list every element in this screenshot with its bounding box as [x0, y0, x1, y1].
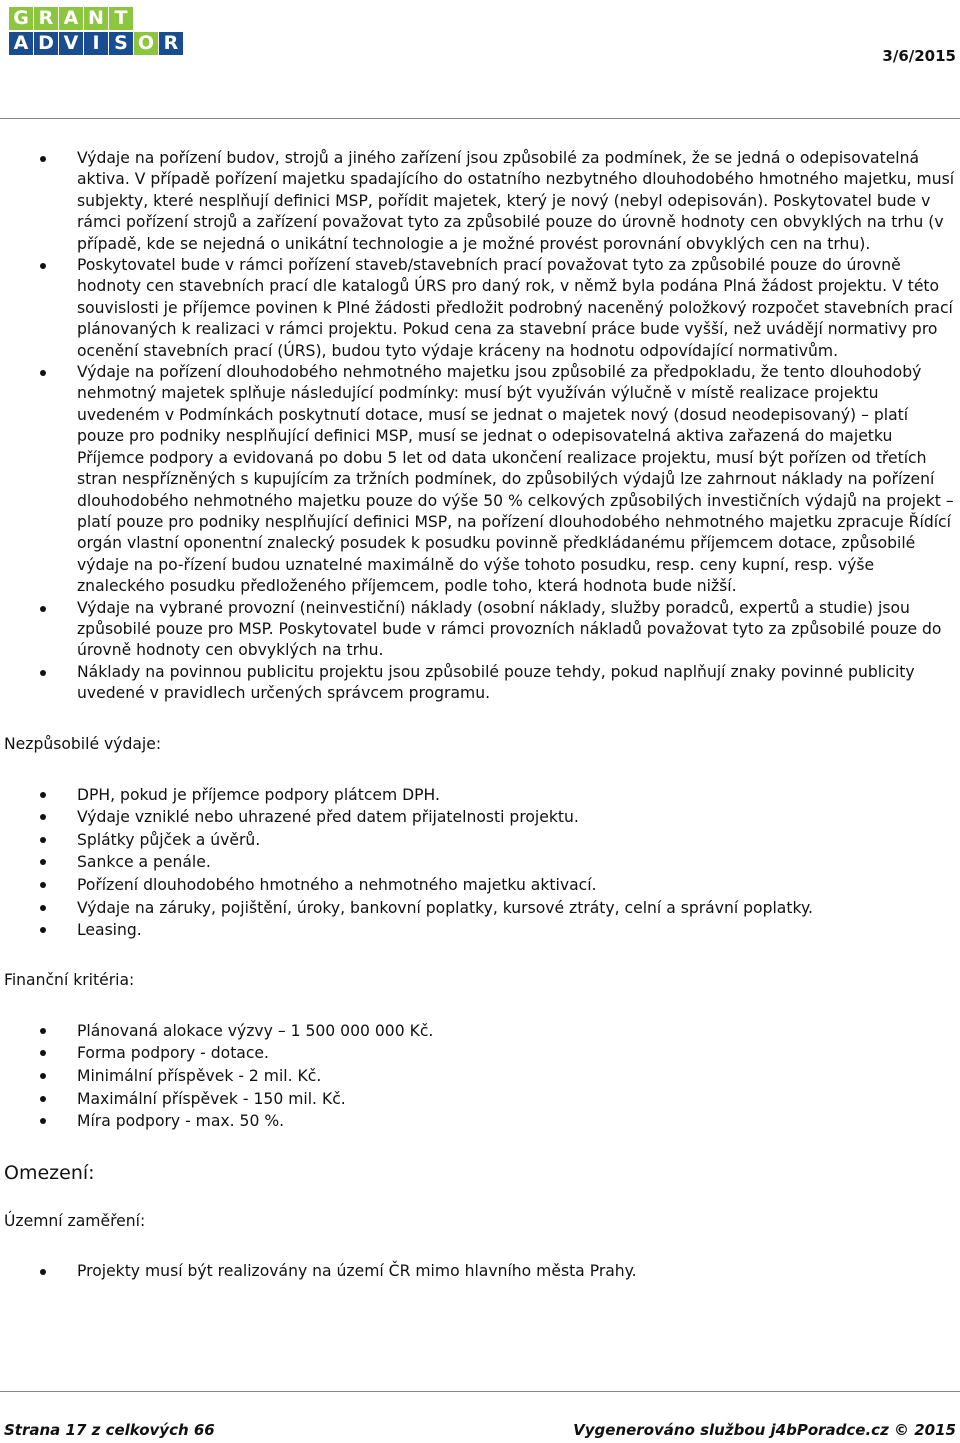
list-item: DPH, pokud je příjemce podpory plátcem DPH.	[77, 784, 960, 807]
page-number: Strana 17 z celkových 66	[4, 1421, 215, 1439]
list-item: Výdaje na pořízení dlouhodobého nehmotného majetku jsou způsobilé za předpokladu, že tento dlouhodobý nehmotný majetek splňuje následující podmínky: musí být využíván výlučně v místě realizace projektu uvedeném v Podmínkách poskytnutí dotace, musí se jednat o majetek nový (dosud neodepisovaný) – platí pouze pro podniky nesplňující definici MSP, musí se jednat o odepisovatelná aktiva zařazená do majetku Příjemce podpory a evidovaná po dobu 5 let od data ukončení realizace projektu, musí být pořízen od třetích stran nespřízněných s kupujícím za tržních podmínek, do způsobilých výdajů lze zahrnout náklady na pořízení dlouhodobého nehmotného majetku pouze do výše 50 % celkových způsobilých investičních výdajů na projekt – platí pouze pro podniky nesplňující definici MSP, na pořízení dlouhodobého nehmotného majetku zpracuje Řídící orgán vlastní oponentní znalecký posudek k posudku povinně předkládanému příjemcem dotace, způsobilé výdaje na po-řízení budou uznatelné maximálně do výše tohoto posudku, resp. ceny kupní, resp. výše znaleckého posudku předloženého příjemcem, podle toho, která hodnota bude nižší.	[77, 362, 960, 597]
logo-letter: N	[84, 7, 108, 30]
list-item: Projekty musí být realizovány na území ČR mimo hlavního města Prahy.	[77, 1261, 960, 1282]
list-item: Náklady na povinnou publicitu projektu jsou způsobilé pouze tehdy, pokud naplňují znaky povinné publicity uvedené v pravidlech určených správcem programu.	[77, 662, 960, 705]
financial-heading: Finanční kritéria:	[4, 970, 135, 989]
list-item: Forma podpory - dotace.	[77, 1042, 960, 1065]
list-item: Výdaje vzniklé nebo uhrazené před datem přijatelnosti projektu.	[77, 806, 960, 829]
list-item: Maximální příspěvek - 150 mil. Kč.	[77, 1088, 960, 1111]
page-header	[0, 0, 960, 118]
restrictions-heading: Omezení:	[4, 1161, 95, 1184]
logo-row-grant	[9, 7, 183, 30]
generated-by: Vygenerováno službou j4bPoradce.cz © 2015	[573, 1421, 956, 1439]
page-content	[0, 148, 960, 1282]
logo-letter: I	[84, 32, 108, 55]
logo-letter: A	[59, 7, 83, 30]
logo-letter: O	[134, 32, 158, 55]
logo-letter: G	[9, 7, 33, 30]
ineligible-heading: Nezpůsobilé výdaje:	[4, 734, 162, 753]
logo-letter: A	[9, 32, 33, 55]
list-item: Minimální příspěvek - 2 mil. Kč.	[77, 1065, 960, 1088]
territorial-list	[0, 1261, 960, 1282]
list-item: Sankce a penále.	[77, 851, 960, 874]
list-item: Leasing.	[77, 919, 960, 942]
ineligible-list	[0, 784, 960, 942]
list-item: Poskytovatel bude v rámci pořízení staveb/stavebních prací považovat tyto za způsobilé pouze do úrovně hodnoty cen stavebních prací dle katalogů ÚRS pro daný rok, v němž byla podána Plná žádost projektu. V této souvislosti je příjemce povinen k Plné žádosti předložit podrobný naceněný položkový rozpočet stavebních prací plánovaných k realizaci v rámci projektu. Pokud cena za stavební práce bude vyšší, než uvádějí normativy pro ocenění stavebních prací (ÚRS), budou tyto výdaje kráceny na hodnotu odpovídající normativům.	[77, 255, 960, 362]
list-item: Výdaje na pořízení budov, strojů a jiného zařízení jsou způsobilé za podmínek, že se jedná o odepisovatelná aktiva. V případě pořízení majetku spadajícího do ostatního nezbytného dlouhodobého hmotného majetku, musí subjekty, které nesplňují definici MSP, pořídit majetek, který je nový (nebyl odepisován). Poskytovatel bude v rámci pořízení strojů a zařízení považovat tyto za způsobilé pouze do úrovně hodnoty cen obvyklých na trhu (v případě, kde se nejedná o unikátní technologie a je možné provést porovnání obvyklých cen na trhu).	[77, 148, 960, 255]
grant-advisor-logo	[9, 7, 183, 57]
header-divider	[0, 118, 960, 119]
logo-letter: D	[34, 32, 58, 55]
page-footer	[0, 1421, 960, 1441]
financial-list	[0, 1020, 960, 1133]
logo-letter: S	[109, 32, 133, 55]
list-item: Splátky půjček a úvěrů.	[77, 829, 960, 852]
logo-letter: T	[109, 7, 133, 30]
list-item: Plánovaná alokace výzvy – 1 500 000 000 Kč.	[77, 1020, 960, 1043]
list-item: Pořízení dlouhodobého hmotného a nehmotného majetku aktivací.	[77, 874, 960, 897]
logo-row-advisor	[9, 32, 183, 55]
logo-letter: V	[59, 32, 83, 55]
list-item: Výdaje na vybrané provozní (neinvestiční) náklady (osobní náklady, služby poradců, expertů a studie) jsou způsobilé pouze pro MSP. Poskytovatel bude v rámci provozních nákladů považovat tyto za způsobilé pouze do úrovně hodnoty cen obvyklých na trhu.	[77, 598, 960, 662]
logo-letter: R	[159, 32, 183, 55]
header-date: 3/6/2015	[882, 47, 956, 65]
logo-letter: R	[34, 7, 58, 30]
list-item: Výdaje na záruky, pojištění, úroky, bankovní poplatky, kursové ztráty, celní a správní poplatky.	[77, 897, 960, 920]
footer-divider	[0, 1391, 960, 1392]
eligible-expenses-list	[0, 148, 960, 705]
list-item: Míra podpory - max. 50 %.	[77, 1110, 960, 1133]
territorial-heading: Územní zaměření:	[4, 1211, 146, 1230]
